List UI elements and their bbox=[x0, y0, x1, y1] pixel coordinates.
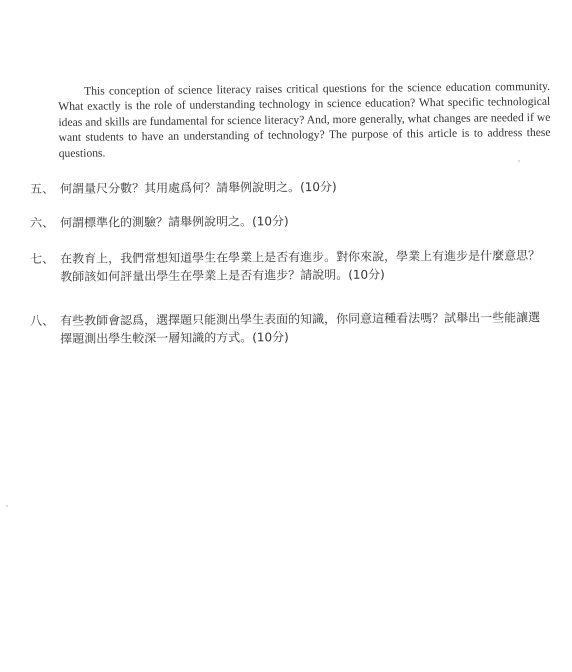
question-number: 五、 bbox=[30, 181, 55, 196]
question-text: 在教育上，我們常想知道學生在學業上是否有進步。對你來說，學業上有進步是什麼意思？教師該如何評量出學生在學業上是否有進步？請說明。(10分) bbox=[60, 248, 541, 284]
question-7 bbox=[30, 246, 550, 286]
question-text: 有些教師會認爲，選擇題只能測出學生表面的知識，你同意這種看法嗎？試舉出一些能讓選擇題測出學生較深一層知識的方式。(10分) bbox=[60, 310, 541, 346]
question-number: 八、 bbox=[30, 313, 55, 328]
question-6 bbox=[30, 210, 550, 232]
question-5 bbox=[30, 176, 550, 198]
question-text: 何謂量尺分數？其用處爲何？請舉例說明之。(10分) bbox=[60, 179, 337, 196]
question-8 bbox=[30, 308, 550, 348]
question-number: 七、 bbox=[30, 251, 55, 266]
english-passage: This conception of science literacy raises critical questions for the science education community. What exactly is the role of understanding technology in science education? What specific technological ideas and skills are fundamental for science literacy? And, more generally, what changes are needed if we want students to have an understanding of technology? The purpose of this article is to address these questions. bbox=[58, 79, 551, 160]
question-number: 六、 bbox=[30, 215, 55, 230]
scan-speck bbox=[518, 160, 520, 162]
question-text: 何謂標準化的測驗？請舉例說明之。(10分) bbox=[60, 214, 289, 230]
scan-speck bbox=[6, 505, 8, 507]
